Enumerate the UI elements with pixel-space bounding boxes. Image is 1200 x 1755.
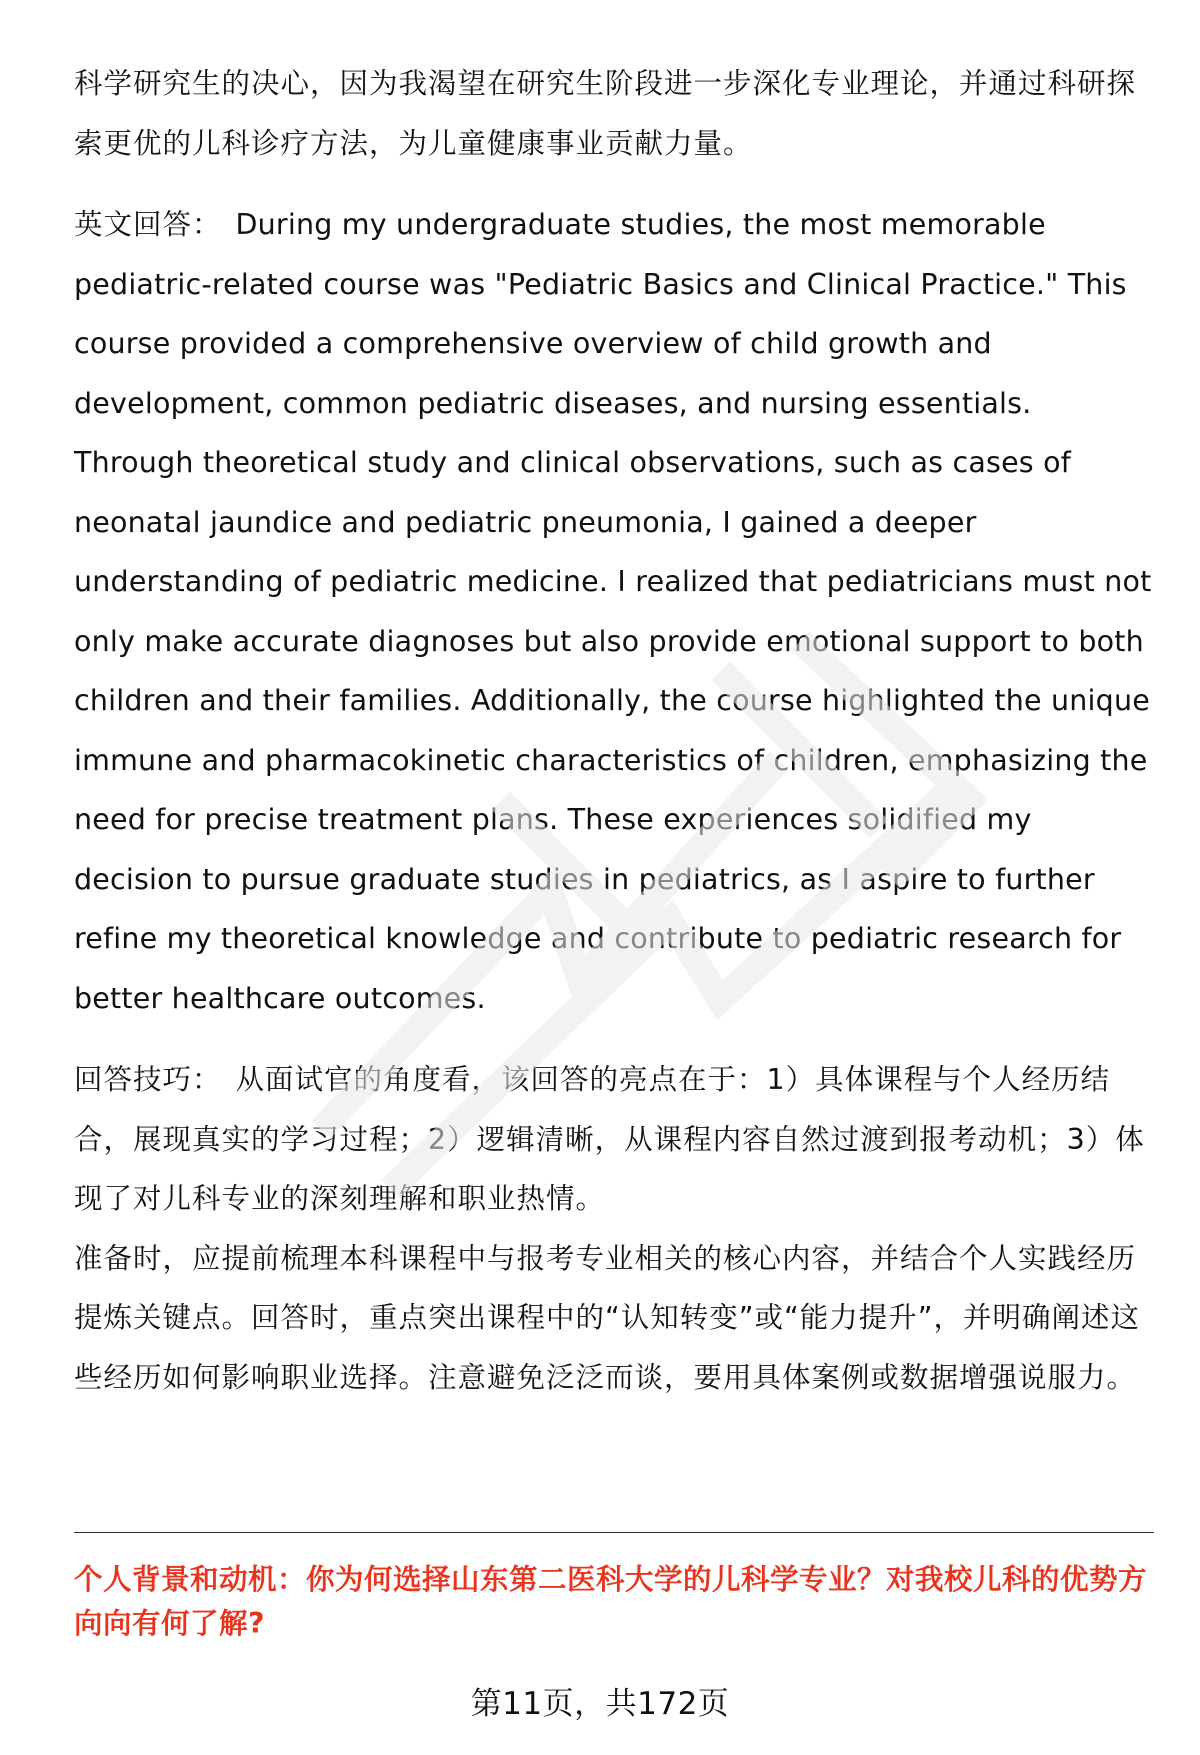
answer-tips-paragraph [74, 1050, 1154, 1229]
english-answer-text: During my undergraduate studies, the most memorable pediatric-related course was "Pediatric Basics and Clinical Practice." This course provided a comprehensive overview of child growth and development, common pediatric diseases, and nursing essentials. Through theoretical study and clinical observations, such as cases of neonatal jaundice and pediatric pneumonia, I gained a deeper understanding of pediatric medicine. I realized that pediatricians must not only make accurate diagnoses but also provide emotional support to both children and their families. Additionally, the course highlighted the unique immune and pharmacokinetic characteristics of children, emphasizing the need for precise treatment plans. These experiences solidified my decision to pursue graduate studies in pediatrics, as I aspire to further refine my theoretical knowledge and contribute to pediatric research for better healthcare outcomes. [74, 208, 1152, 1015]
answer-tips-text: 从面试官的角度看，该回答的亮点在于：1）具体课程与个人经历结合，展现真实的学习过程；2）逻辑清晰，从课程内容自然过渡到报考动机；3）体现了对儿科专业的深刻理解和职业热情。 [74, 1063, 1145, 1215]
english-answer-label: 英文回答： [74, 208, 222, 241]
english-answer-paragraph [74, 195, 1154, 1028]
section-divider [74, 1532, 1154, 1533]
preparation-paragraph: 准备时，应提前梳理本科课程中与报考专业相关的核心内容，并结合个人实践经历提炼关键点。回答时，重点突出课程中的“认知转变”或“能力提升”，并明确阐述这些经历如何影响职业选择。注意避免泛泛而谈，要用具体案例或数据增强说服力。 [74, 1241, 1141, 1394]
intro-continuation-paragraph: 科学研究生的决心，因为我渴望在研究生阶段进一步深化专业理论，并通过科研探索更优的儿科诊疗方法，为儿童健康事业贡献力量。 [74, 67, 1137, 160]
page-number-footer: 第11页，共172页 [470, 1686, 730, 1722]
answer-tips-label: 回答技巧： [74, 1063, 222, 1096]
next-question-heading: 个人背景和动机：你为何选择山东第二医科大学的儿科学专业？对我校儿科的优势方向向有何了解? [74, 1563, 1148, 1640]
document-body [74, 54, 1154, 1407]
